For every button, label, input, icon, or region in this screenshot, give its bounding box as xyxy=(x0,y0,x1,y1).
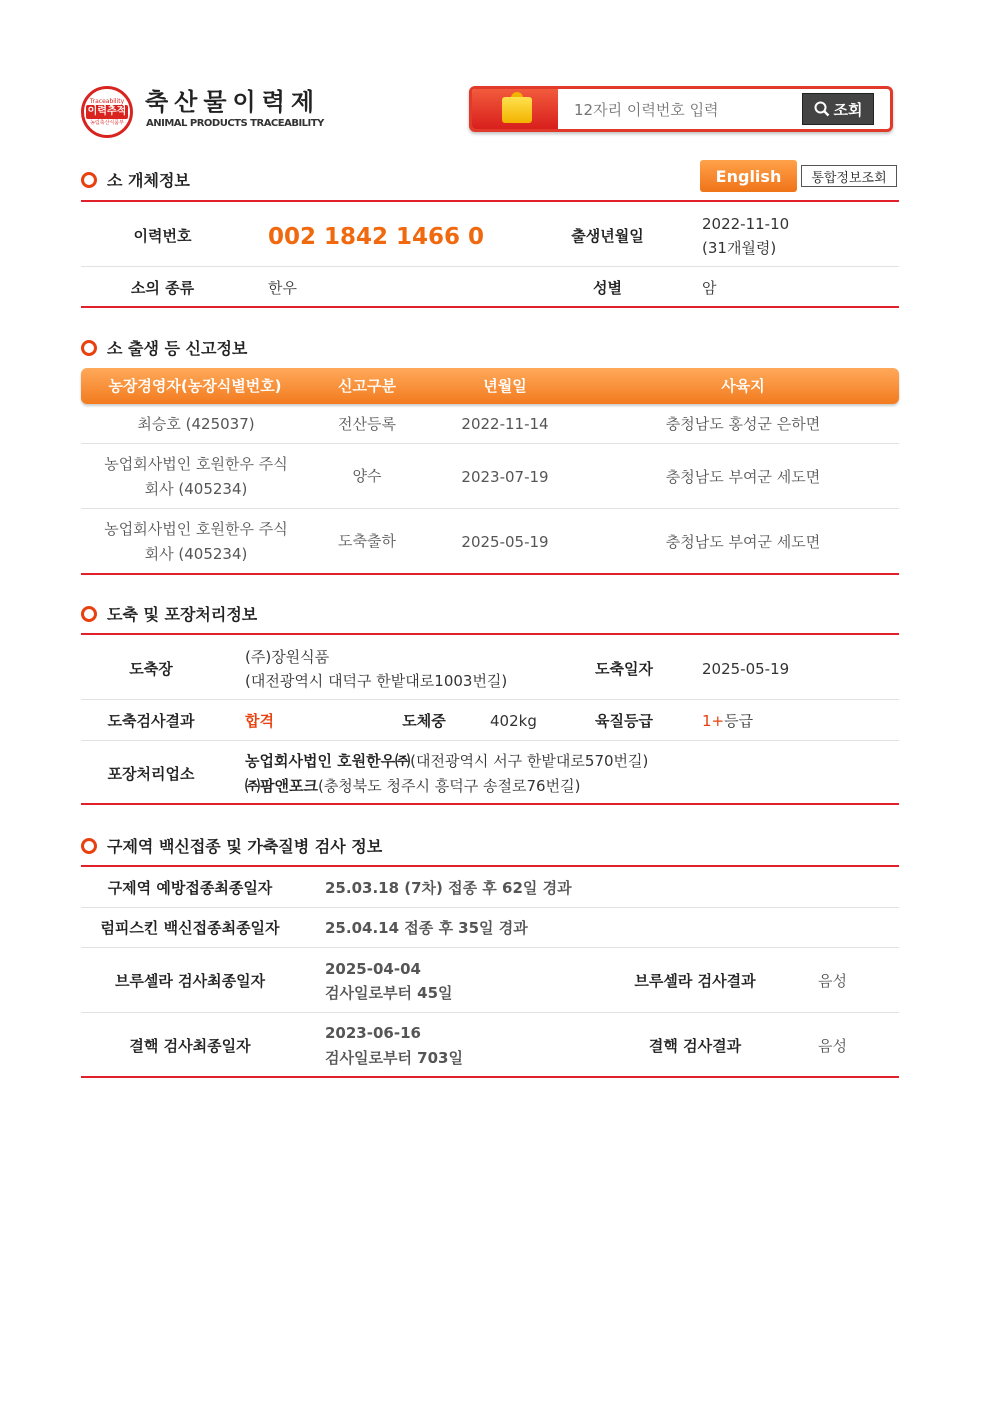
table-row-3-farm-line1: 농업회사법인 호원한우 주식 xyxy=(104,520,288,538)
sex-value: 암 xyxy=(702,279,717,297)
integrated-info-button[interactable]: 통합정보조회 xyxy=(801,165,897,187)
bullet-ring-icon xyxy=(81,172,97,188)
table-row-2-place: 충청남도 부여군 세도면 xyxy=(665,468,821,486)
packer-line-1 xyxy=(245,749,648,773)
section-title-cattle-info: 소 개체정보 xyxy=(81,168,190,191)
divider xyxy=(81,200,899,202)
row-divider xyxy=(81,266,899,267)
row-divider xyxy=(81,443,899,444)
seal-bottom-text: 농림축산식품부 xyxy=(90,119,124,126)
table-row-2-date: 2023-07-19 xyxy=(461,468,549,486)
divider xyxy=(81,1076,899,1078)
meat-grade-value xyxy=(702,709,753,733)
tb-result-label: 결핵 검사결과 xyxy=(648,1037,742,1055)
row-divider xyxy=(81,907,899,908)
carcass-weight-label: 도체중 xyxy=(402,712,446,730)
packer-label: 포장처리업소 xyxy=(107,765,195,783)
table-row-1-date: 2022-11-14 xyxy=(461,415,549,433)
table-row-3-type: 도축출하 xyxy=(338,532,396,550)
row-divider xyxy=(81,947,899,948)
search-button-label: 조회 xyxy=(833,100,863,119)
sex-label: 성별 xyxy=(593,279,622,297)
brucella-date-value: 2025-04-04 xyxy=(325,960,421,978)
divider xyxy=(81,865,899,867)
slaughterhouse-address: (대전광역시 대덕구 한밭대로1003번길) xyxy=(245,672,508,690)
seal-top-text: Traceability xyxy=(89,97,125,105)
trace-number-input[interactable] xyxy=(572,95,796,125)
table-row-2-type: 양수 xyxy=(352,467,382,485)
inspection-value: 합격 xyxy=(245,712,274,730)
tb-date-value: 2023-06-16 xyxy=(325,1024,421,1042)
header-place: 사육지 xyxy=(721,377,765,395)
tb-days-value: 검사일로부터 703일 xyxy=(325,1049,463,1067)
bullet-ring-icon xyxy=(81,340,97,356)
ear-tag-icon xyxy=(472,89,558,129)
row-divider xyxy=(81,699,899,700)
packer-1-name: 농업회사법인 호원한우㈜ xyxy=(245,752,411,770)
table-row-3-farm-line2: 회사 (405234) xyxy=(144,545,248,563)
packer-2-address: (충청북도 청주시 흥덕구 송절로76번길) xyxy=(317,777,581,795)
divider xyxy=(81,803,899,805)
table-row-2-farm-line2: 회사 (405234) xyxy=(144,480,248,498)
brucella-result-value: 음성 xyxy=(818,972,847,990)
tb-date-label: 결핵 검사최종일자 xyxy=(129,1037,251,1055)
fmd-vaccine-label: 구제역 예방접종최종일자 xyxy=(107,879,273,897)
row-divider xyxy=(81,508,899,509)
bullet-ring-icon xyxy=(81,606,97,622)
birth-date-label: 출생년월일 xyxy=(571,227,644,245)
site-title: 축산물이력제 xyxy=(145,88,321,116)
site-header xyxy=(81,84,899,140)
table-row-1-farm: 최승호 (425037) xyxy=(137,415,255,433)
search-button[interactable] xyxy=(802,93,874,125)
table-row-3-place: 충청남도 부여군 세도면 xyxy=(665,533,821,551)
header-type: 신고구분 xyxy=(338,377,396,395)
english-button[interactable]: English xyxy=(700,160,797,192)
search-box xyxy=(469,86,893,132)
header-farm: 농장경영자(농장식별번호) xyxy=(108,377,282,395)
row-divider xyxy=(81,1012,899,1013)
packer-2-name: ㈜팜앤포크 xyxy=(245,777,318,795)
section-title-slaughter-info: 도축 및 포장처리정보 xyxy=(81,602,257,625)
seal-mid-text: 이력추적 xyxy=(87,105,127,117)
fmd-vaccine-value: 25.03.18 (7차) 접종 후 62일 경과 xyxy=(325,879,572,897)
table-row-1-type: 전산등록 xyxy=(338,415,396,433)
brucella-days-value: 검사일로부터 45일 xyxy=(325,984,453,1002)
row-divider xyxy=(81,740,899,741)
divider xyxy=(81,306,899,308)
meat-grade-label: 육질등급 xyxy=(595,712,653,730)
table-row-3-date: 2025-05-19 xyxy=(461,533,549,551)
breed-label: 소의 종류 xyxy=(130,279,195,297)
traceability-seal-logo[interactable] xyxy=(81,86,133,138)
carcass-weight-value: 402kg xyxy=(490,712,537,730)
lsd-vaccine-label: 럼피스킨 백신접종최종일자 xyxy=(100,919,280,937)
grade-number: 1+ xyxy=(702,712,725,730)
table-row-2-farm-line1: 농업회사법인 호원한우 주식 xyxy=(104,455,288,473)
table-row-1-place: 충청남도 홍성군 은하면 xyxy=(665,415,821,433)
site-subtitle: ANIMAL PRODUCTS TRACEABILITY xyxy=(146,118,324,129)
divider xyxy=(81,573,899,575)
slaughterhouse-name: (주)장원식품 xyxy=(245,648,330,666)
inspection-label: 도축검사결과 xyxy=(107,712,195,730)
trace-number-label: 이력번호 xyxy=(133,227,192,245)
slaughter-date-label: 도축일자 xyxy=(595,660,653,678)
lsd-vaccine-value: 25.04.14 접종 후 35일 경과 xyxy=(325,919,528,937)
header-date: 년월일 xyxy=(483,377,527,395)
brucella-result-label: 브루셀라 검사결과 xyxy=(634,972,756,990)
trace-number-value: 002 1842 1466 0 xyxy=(268,224,485,250)
birth-age-value: (31개월령) xyxy=(702,239,777,257)
grade-suffix: 등급 xyxy=(724,712,754,730)
slaughter-date-value: 2025-05-19 xyxy=(702,660,790,678)
section-title-report-info: 소 출생 등 신고정보 xyxy=(81,336,247,359)
search-icon xyxy=(814,101,830,117)
packer-line-2 xyxy=(245,774,580,798)
breed-value: 한우 xyxy=(268,279,297,297)
section-title-disease-info: 구제역 백신접종 및 가축질병 검사 정보 xyxy=(81,834,382,857)
birth-date-value: 2022-11-10 xyxy=(702,215,790,233)
packer-1-address: (대전광역시 서구 한밭대로570번길) xyxy=(410,752,649,770)
divider xyxy=(81,633,899,635)
bullet-ring-icon xyxy=(81,838,97,854)
slaughterhouse-label: 도축장 xyxy=(129,660,173,678)
brucella-date-label: 브루셀라 검사최종일자 xyxy=(114,972,266,990)
tb-result-value: 음성 xyxy=(818,1037,847,1055)
